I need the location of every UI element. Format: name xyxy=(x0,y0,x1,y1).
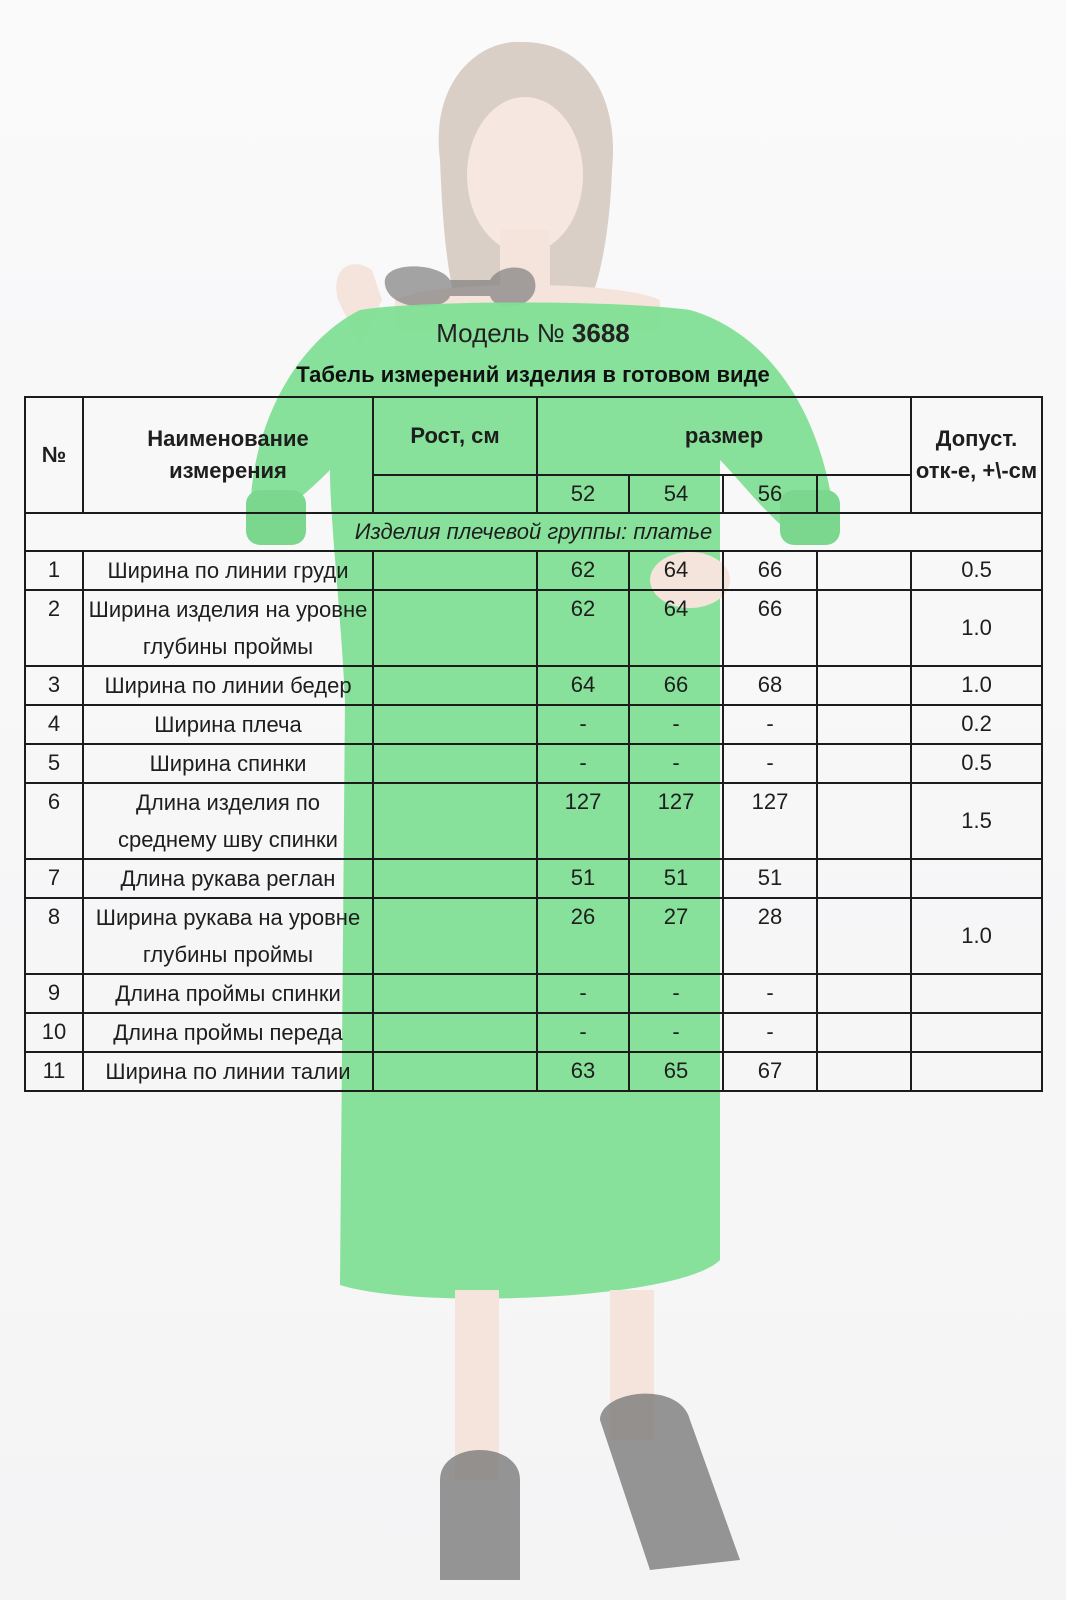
row-size-56: 28 xyxy=(723,898,817,974)
table-row xyxy=(25,1052,1042,1091)
row-size-extra xyxy=(817,974,911,1013)
row-name: Длина рукава реглан xyxy=(83,859,373,898)
row-size-56: 127 xyxy=(723,783,817,859)
row-size-52: 62 xyxy=(537,590,629,666)
model-number-line xyxy=(0,318,1066,349)
row-no: 1 xyxy=(25,551,83,590)
row-size-52: 127 xyxy=(537,783,629,859)
row-size-56: 68 xyxy=(723,666,817,705)
row-size-56: - xyxy=(723,705,817,744)
row-size-56: - xyxy=(723,974,817,1013)
row-size-extra xyxy=(817,666,911,705)
table-row xyxy=(25,705,1042,744)
row-size-54: 51 xyxy=(629,859,723,898)
col-no-header: № xyxy=(25,397,83,513)
row-size-56: 66 xyxy=(723,551,817,590)
row-height xyxy=(373,666,537,705)
row-size-54: - xyxy=(629,974,723,1013)
table-row xyxy=(25,551,1042,590)
row-size-extra xyxy=(817,898,911,974)
col-size-header: размер xyxy=(537,397,911,475)
measurement-table xyxy=(24,396,1043,1092)
table-body xyxy=(25,551,1042,1091)
row-name: Ширина по линии бедер xyxy=(83,666,373,705)
row-size-52: 26 xyxy=(537,898,629,974)
row-size-52: 64 xyxy=(537,666,629,705)
row-height xyxy=(373,783,537,859)
row-size-54: 64 xyxy=(629,590,723,666)
row-name: Ширина по линии груди xyxy=(83,551,373,590)
row-size-54: - xyxy=(629,1013,723,1052)
table-row xyxy=(25,898,1042,974)
row-size-56: - xyxy=(723,1013,817,1052)
row-name: Ширина изделия на уровне глубины проймы xyxy=(83,590,373,666)
row-height xyxy=(373,859,537,898)
table-row xyxy=(25,590,1042,666)
row-tolerance xyxy=(911,974,1042,1013)
col-tolerance-header: Допуст. отк-е, +\-см xyxy=(911,397,1042,513)
row-size-52: - xyxy=(537,1013,629,1052)
row-no: 9 xyxy=(25,974,83,1013)
row-size-54: - xyxy=(629,705,723,744)
row-no: 7 xyxy=(25,859,83,898)
row-size-extra xyxy=(817,551,911,590)
row-height xyxy=(373,974,537,1013)
row-no: 10 xyxy=(25,1013,83,1052)
row-no: 6 xyxy=(25,783,83,859)
section-title: Изделия плечевой группы: платье xyxy=(25,513,1042,551)
row-height xyxy=(373,590,537,666)
row-height xyxy=(373,1013,537,1052)
row-size-52: - xyxy=(537,974,629,1013)
row-tolerance xyxy=(911,1013,1042,1052)
row-name: Длина проймы переда xyxy=(83,1013,373,1052)
section-row xyxy=(25,513,1042,551)
row-tolerance: 0.2 xyxy=(911,705,1042,744)
table-row xyxy=(25,783,1042,859)
row-size-extra xyxy=(817,705,911,744)
row-no: 8 xyxy=(25,898,83,974)
row-tolerance: 1.0 xyxy=(911,898,1042,974)
row-no: 3 xyxy=(25,666,83,705)
row-tolerance: 1.0 xyxy=(911,590,1042,666)
table-row xyxy=(25,744,1042,783)
row-size-52: - xyxy=(537,744,629,783)
row-no: 2 xyxy=(25,590,83,666)
row-size-extra xyxy=(817,744,911,783)
row-name: Длина проймы спинки xyxy=(83,974,373,1013)
row-no: 4 xyxy=(25,705,83,744)
row-size-54: - xyxy=(629,744,723,783)
table-row xyxy=(25,666,1042,705)
size-extra xyxy=(817,475,911,513)
table-row xyxy=(25,1013,1042,1052)
row-name: Ширина спинки xyxy=(83,744,373,783)
row-name: Ширина плеча xyxy=(83,705,373,744)
row-size-extra xyxy=(817,859,911,898)
row-size-52: 63 xyxy=(537,1052,629,1091)
row-size-56: - xyxy=(723,744,817,783)
size-56: 56 xyxy=(723,475,817,513)
row-height xyxy=(373,551,537,590)
row-tolerance: 0.5 xyxy=(911,551,1042,590)
row-name: Ширина по линии талии xyxy=(83,1052,373,1091)
row-name: Ширина рукава на уровне глубины проймы xyxy=(83,898,373,974)
size-52: 52 xyxy=(537,475,629,513)
model-number: 3688 xyxy=(571,318,630,348)
row-size-52: 51 xyxy=(537,859,629,898)
row-tolerance xyxy=(911,1052,1042,1091)
model-prefix: Модель № xyxy=(436,318,565,348)
row-tolerance: 0.5 xyxy=(911,744,1042,783)
row-height xyxy=(373,1052,537,1091)
row-size-52: 62 xyxy=(537,551,629,590)
size-54: 54 xyxy=(629,475,723,513)
row-no: 11 xyxy=(25,1052,83,1091)
row-tolerance: 1.5 xyxy=(911,783,1042,859)
row-size-56: 66 xyxy=(723,590,817,666)
row-size-54: 66 xyxy=(629,666,723,705)
row-size-52: - xyxy=(537,705,629,744)
row-size-54: 65 xyxy=(629,1052,723,1091)
row-size-54: 27 xyxy=(629,898,723,974)
row-no: 5 xyxy=(25,744,83,783)
row-size-extra xyxy=(817,1013,911,1052)
height-size-cell xyxy=(373,475,537,513)
row-size-extra xyxy=(817,783,911,859)
row-height xyxy=(373,898,537,974)
header-row xyxy=(25,397,1042,475)
row-size-56: 51 xyxy=(723,859,817,898)
row-size-extra xyxy=(817,590,911,666)
row-tolerance: 1.0 xyxy=(911,666,1042,705)
row-height xyxy=(373,705,537,744)
row-size-extra xyxy=(817,1052,911,1091)
table-title: Табель измерений изделия в готовом виде xyxy=(296,362,770,387)
row-size-56: 67 xyxy=(723,1052,817,1091)
col-name-header: Наименование измерения xyxy=(83,397,373,513)
col-height-header: Рост, см xyxy=(373,397,537,475)
row-height xyxy=(373,744,537,783)
row-name: Длина изделия по среднему шву спинки xyxy=(83,783,373,859)
table-row xyxy=(25,974,1042,1013)
table-row xyxy=(25,859,1042,898)
row-size-54: 127 xyxy=(629,783,723,859)
row-size-54: 64 xyxy=(629,551,723,590)
row-tolerance xyxy=(911,859,1042,898)
